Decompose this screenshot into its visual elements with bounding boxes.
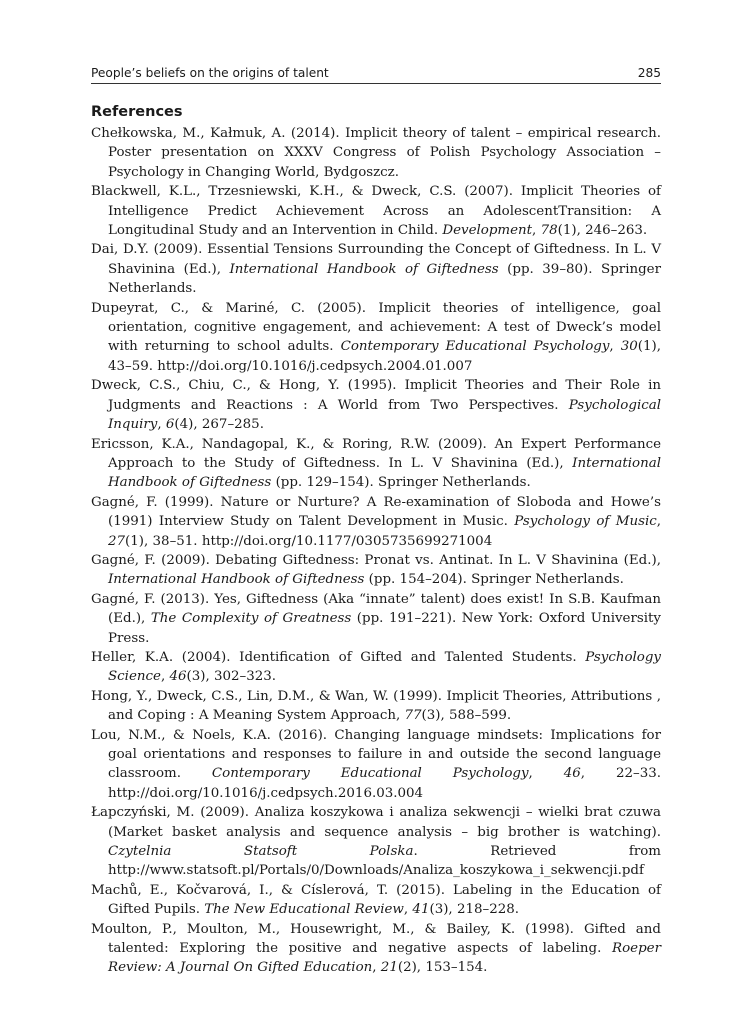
reference-segment: Dai, D.Y. (2009). Essential Tensions Surrounding the Concept of Giftedness. In L. V Shavinina (Ed.), [91, 242, 661, 277]
reference-italic-segment: 6 [165, 417, 175, 433]
reference-segment: Hong, Y., Dweck, C.S., Lin, D.M., & Wan, W. (1999). Implicit Theories, Attributions , and Coping : A Meaning System Approach, [91, 688, 661, 724]
page [91, 66, 661, 978]
reference-entry [91, 648, 661, 687]
reference-italic-segment: 41 [412, 902, 430, 918]
reference-entry [91, 240, 661, 298]
reference-segment: Moulton, P., Moulton, M., Housewright, M., & Bailey, K. (1998). Gifted and talented: Exploring the positive and negative aspects of labeling. [91, 921, 661, 957]
reference-entry [91, 590, 661, 648]
reference-segment: Chełkowska, M., Kałmuk, A. (2014). Implicit theory of talent – empirical research. Poster presentation on XXXV Congress of Polish Psychology Association – Psychology in Changing World, Bydgoszcz. [91, 126, 661, 180]
reference-segment: (1), 38–51. http://doi.org/10.1177/0305735699271004 [125, 533, 493, 549]
reference-entry [91, 435, 661, 493]
reference-italic-segment: The Complexity of Greatness [150, 611, 352, 627]
reference-segment: (pp. 39–80). Springer Netherlands. [108, 261, 661, 297]
reference-italic-segment: Development [442, 223, 533, 239]
reference-entry [91, 726, 661, 804]
reference-entry [91, 551, 661, 590]
reference-entry [91, 124, 661, 182]
running-head [91, 66, 661, 84]
reference-italic-segment: Czytelnia Statsoft Polska [108, 844, 414, 860]
reference-segment: , [160, 669, 170, 685]
running-title: People’s beliefs on the origins of talent [91, 66, 329, 80]
reference-italic-segment: Contemporary Educational Psychology [211, 766, 529, 782]
reference-entry [91, 376, 661, 434]
reference-segment: , [403, 902, 413, 918]
reference-italic-segment: Psychological Inquiry [108, 397, 661, 433]
reference-segment: Heller, K.A. (2004). Identification of Gifted and Talented Students. [91, 649, 586, 665]
reference-segment: (pp. 129–154). Springer Netherlands. [271, 475, 531, 491]
reference-segment: Lou, N.M., & Noels, K.A. (2016). Changing language mindsets: Implications for goal orientations and responses to failure in and outside the second language classroom. [91, 727, 661, 782]
reference-segment: , [528, 766, 564, 782]
reference-segment: (1), 246–263. [557, 223, 648, 239]
reference-italic-segment: 21 [380, 960, 398, 976]
reference-entry [91, 493, 661, 551]
reference-italic-segment: The New Educational Review [204, 902, 404, 918]
reference-segment: (pp. 191–221). New York: Oxford University Press. [108, 611, 661, 646]
reference-italic-segment: Roeper Review: A Journal On Gifted Education [108, 941, 661, 976]
reference-italic-segment: Contemporary Educational Psychology [340, 339, 610, 355]
reference-italic-segment: International Handbook of Giftedness [229, 261, 499, 277]
reference-italic-segment: Psychology Science [108, 649, 661, 685]
reference-segment: , 22–33. http://doi.org/10.1016/j.cedpsych.2016.03.004 [108, 766, 661, 801]
reference-segment: Łapczyński, M. (2009). Analiza koszykowa i analiza sekwencji – wielki brat czuwa (Market basket analysis and sequence analysis – big brother is watching). [91, 805, 661, 840]
reference-segment: , [532, 223, 541, 239]
reference-segment: (pp. 154–204). Springer Netherlands. [364, 572, 624, 588]
reference-entry [91, 881, 661, 920]
reference-segment: , [609, 339, 621, 355]
reference-segment: (2), 153–154. [397, 960, 488, 976]
reference-italic-segment: International Handbook of Giftedness [108, 455, 661, 491]
reference-italic-segment: 30 [620, 339, 638, 355]
reference-italic-segment: 46 [169, 669, 187, 685]
reference-italic-segment: 46 [563, 766, 581, 782]
reference-segment: (1), 43–59. http://doi.org/10.1016/j.cedpsych.2004.01.007 [108, 339, 661, 374]
reference-segment: (3), 302–323. [186, 669, 277, 685]
reference-segment: Dweck, C.S., Chiu, C., & Hong, Y. (1995). Implicit Theories and Their Role in Judgments and Reactions : A World from Two Perspectives. [91, 378, 661, 413]
reference-segment: , [157, 417, 166, 433]
reference-italic-segment: 77 [404, 708, 422, 724]
reference-segment: (3), 588–599. [421, 708, 512, 724]
reference-italic-segment: 27 [108, 533, 126, 549]
reference-segment: Ericsson, K.A., Nandagopal, K., & Roring, R.W. (2009). An Expert Performance Approach to the Study of Giftedness. In L. V Shavinina (Ed.), [91, 436, 661, 471]
reference-segment: Gagné, F. (1999). Nature or Nurture? A Re-examination of Sloboda and Howe’s (1991) Interview Study on Talent Development in Music. [91, 494, 661, 530]
section-title: References [91, 104, 183, 120]
reference-entry [91, 920, 661, 978]
reference-segment: (4), 267–285. [174, 417, 264, 433]
reference-segment: Blackwell, K.L., Trzesniewski, K.H., & Dweck, C.S. (2007). Implicit Theories of Intelligence Predict Achievement Across an AdolescentTransition: A Longitudinal Study and an Intervention in Child. [91, 184, 661, 239]
reference-segment: (3), 218–228. [429, 902, 520, 918]
reference-entry [91, 687, 661, 726]
reference-list [91, 124, 661, 978]
reference-segment: Gagné, F. (2013). Yes, Giftedness (Aka “innate” talent) does exist! In S.B. Kaufman (Ed.), [91, 591, 661, 627]
reference-italic-segment: 78 [540, 223, 558, 239]
reference-segment: Dupeyrat, C., & Mariné, C. (2005). Implicit theories of intelligence, goal orientation, cognitive engagement, and achievement: A test of Dweck’s model with returning to school adults. [91, 300, 661, 355]
reference-segment: Machů, E., Kočvarová, I., & Císlerová, T. (2015). Labeling in the Education of Gifted Pupils. [91, 882, 661, 918]
reference-entry [91, 182, 661, 240]
reference-segment: , [372, 960, 381, 976]
page-number: 285 [637, 66, 661, 80]
reference-italic-segment: Psychology of Music [514, 514, 657, 530]
reference-segment: Gagné, F. (2009). Debating Giftedness: Pronat vs. Antinat. In L. V Shavinina (Ed.), [91, 552, 661, 568]
reference-entry [91, 299, 661, 377]
reference-italic-segment: International Handbook of Giftedness [108, 572, 365, 588]
reference-segment: , [656, 514, 661, 530]
reference-segment: . Retrieved from http://www.statsoft.pl/Portals/0/Downloads/Analiza_koszykowa_i_sekwencji.pdf [108, 844, 661, 879]
reference-entry [91, 803, 661, 881]
